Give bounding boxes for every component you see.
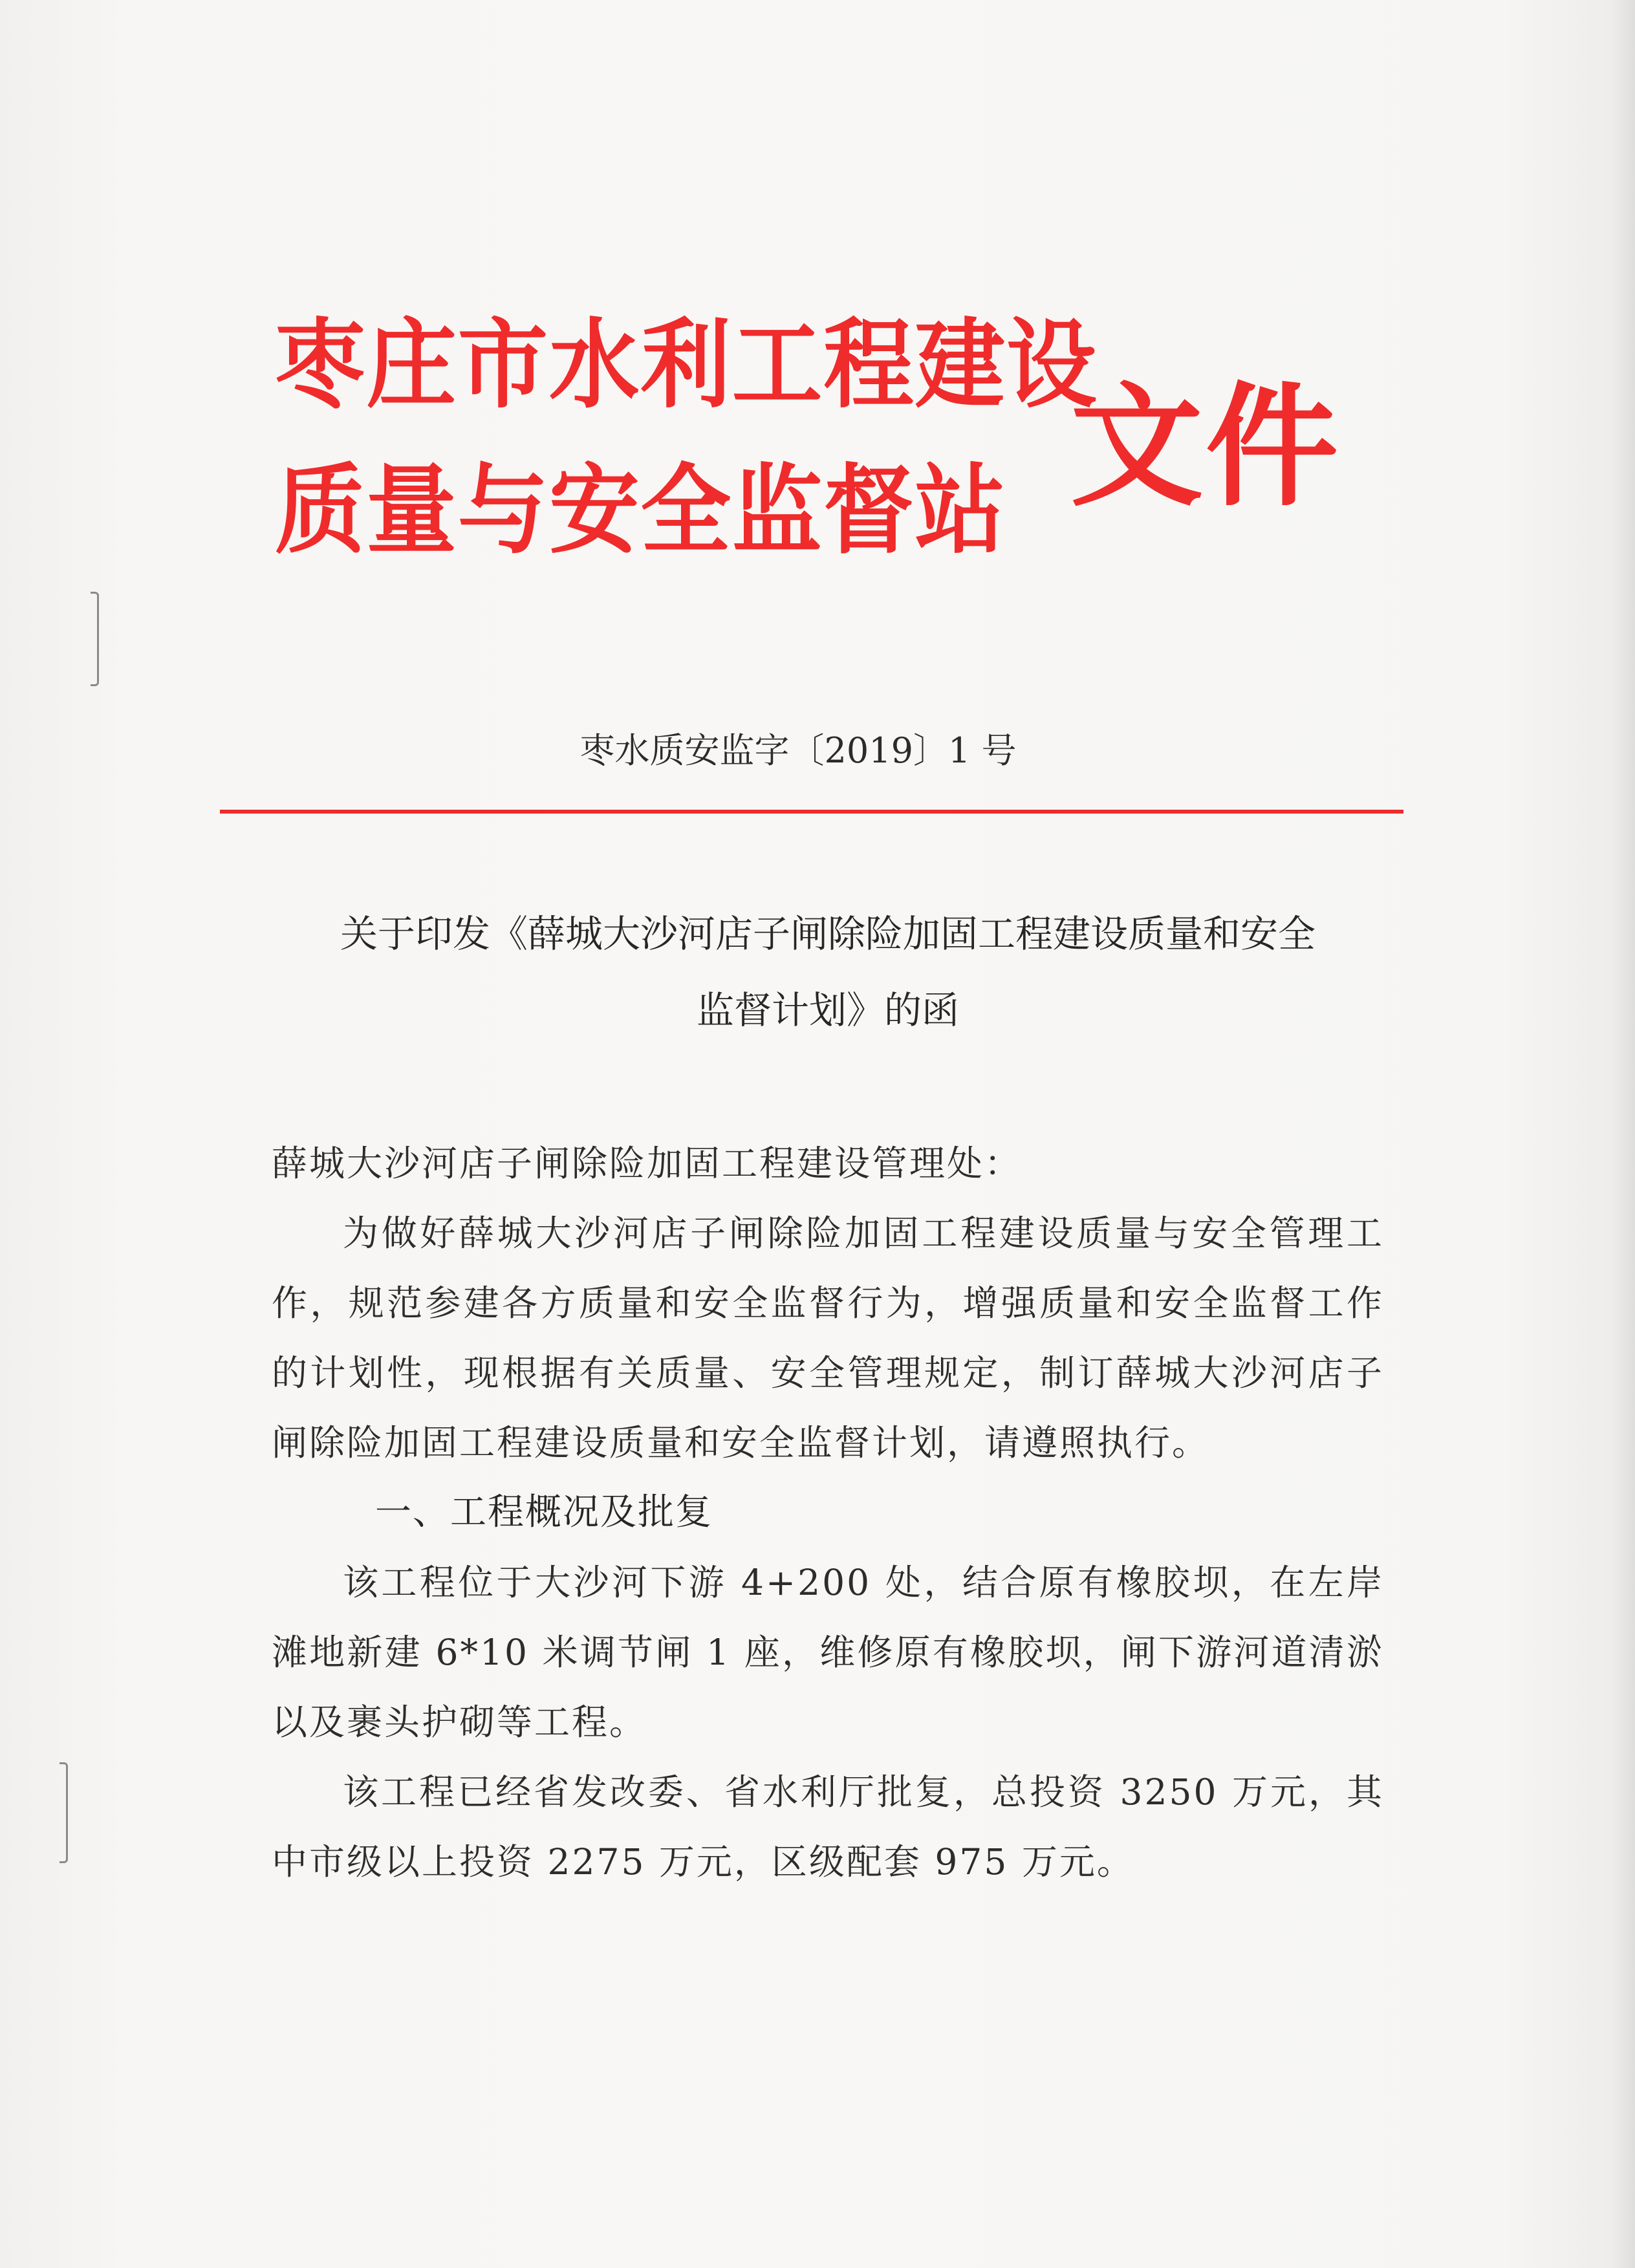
section-heading-1: 一、工程概况及批复 [375,1491,713,1533]
document-number [0,723,1635,773]
masthead-org-line-1: 枣庄市水利工程建设 [275,309,1098,422]
paragraph-intro: 为做好薛城大沙河店子闸除险加固工程建设质量与安全管理工作，规范参建各方质量和安全监督行为，增强质量和安全监督工作的计划性，现根据有关质量、安全管理规定，制订薛城大沙河店子闸除险加固工程建设质量和安全监督计划，请遵照执行。 [272,1213,1384,1463]
salutation: 薛城大沙河店子闸除险加固工程建设管理处： [272,1143,1023,1184]
paragraph-project-overview: 该工程位于大沙河下游 4+200 处，结合原有橡胶坝，在左岸滩地新建 6*10 米调节闸 1 座，维修原有橡胶坝，闸下游河道清淤以及裹头护砌等工程。 [272,1562,1384,1743]
staple-bottom [60,1762,68,1863]
red-separator-rule [220,810,1403,814]
document-body [272,1129,1384,1897]
masthead-org-line-2: 质量与安全监督站 [275,455,1006,567]
document-number-text: 枣水质安监字〔2019〕1 号 [579,730,1017,771]
masthead-organization [275,309,1098,567]
masthead-doc-type: 文件 [1070,371,1341,524]
paragraph-approval-investment: 该工程已经省发改委、省水利厅批复，总投资 3250 万元，其中市级以上投资 2275 万元，区级配套 975 万元。 [272,1771,1384,1883]
page-edge-shadow [1612,0,1635,2268]
document-title [259,896,1397,1048]
title-line-2: 监督计划》的函 [696,988,959,1032]
title-line-1: 关于印发《薛城大沙河店子闸除险加固工程建设质量和安全 [340,912,1316,956]
staple-top [91,592,99,686]
